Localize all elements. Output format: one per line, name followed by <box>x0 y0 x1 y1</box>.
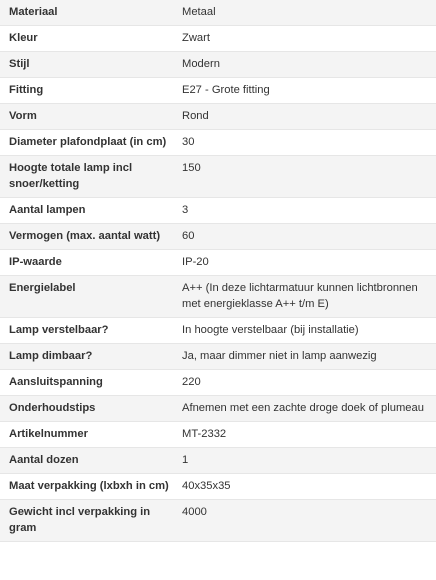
spec-row-maat-verpakking <box>0 474 436 500</box>
spec-row-aansluitspanning <box>0 370 436 396</box>
spec-value: 40x35x35 <box>182 480 231 492</box>
spec-label: Lamp verstelbaar? <box>9 324 109 336</box>
spec-value: Afnemen met een zachte droge doek of plumeau <box>182 402 424 414</box>
spec-label: Diameter plafondplaat (in cm) <box>9 136 167 148</box>
spec-value: E27 - Grote fitting <box>182 84 270 96</box>
spec-row-vermogen <box>0 224 436 250</box>
spec-value: 4000 <box>182 506 207 518</box>
spec-label: Stijl <box>9 58 30 70</box>
spec-label: Onderhoudstips <box>9 402 96 414</box>
spec-row-kleur <box>0 26 436 52</box>
spec-row-diameter-plafondplaat <box>0 130 436 156</box>
spec-label: IP-waarde <box>9 256 62 268</box>
spec-label: Hoogte totale lamp incl snoer/ketting <box>9 162 133 190</box>
spec-value: Ja, maar dimmer niet in lamp aanwezig <box>182 350 377 362</box>
spec-label: Aantal lampen <box>9 204 86 216</box>
spec-value: 30 <box>182 136 195 148</box>
spec-value: 60 <box>182 230 195 242</box>
spec-label: Gewicht incl verpakking in gram <box>9 506 151 534</box>
spec-label: Energielabel <box>9 282 76 294</box>
spec-label: Artikelnummer <box>9 428 88 440</box>
spec-row-artikelnummer <box>0 422 436 448</box>
spec-value: 3 <box>182 204 189 216</box>
spec-row-onderhoudstips <box>0 396 436 422</box>
spec-label: Vermogen (max. aantal watt) <box>9 230 161 242</box>
spec-label: Kleur <box>9 32 38 44</box>
spec-label: Aantal dozen <box>9 454 79 466</box>
spec-row-hoogte-totale-lamp <box>0 156 436 198</box>
spec-row-fitting <box>0 78 436 104</box>
spec-value: 1 <box>182 454 189 466</box>
spec-value: 220 <box>182 376 201 388</box>
spec-label: Materiaal <box>9 6 58 18</box>
spec-row-lamp-dimbaar <box>0 344 436 370</box>
spec-value: MT-2332 <box>182 428 227 440</box>
spec-row-stijl <box>0 52 436 78</box>
spec-row-aantal-lampen <box>0 198 436 224</box>
spec-row-materiaal <box>0 0 436 26</box>
spec-value: 150 <box>182 162 201 174</box>
spec-label: Lamp dimbaar? <box>9 350 93 362</box>
spec-value: Modern <box>182 58 220 70</box>
spec-value: Zwart <box>182 32 210 44</box>
spec-label: Maat verpakking (lxbxh in cm) <box>9 480 169 492</box>
spec-label: Aansluitspanning <box>9 376 103 388</box>
spec-label: Vorm <box>9 110 37 122</box>
spec-label: Fitting <box>9 84 44 96</box>
spec-row-aantal-dozen <box>0 448 436 474</box>
spec-row-vorm <box>0 104 436 130</box>
spec-value: Metaal <box>182 6 216 18</box>
spec-value: A++ (In deze lichtarmatuur kunnen lichtbronnen met energieklasse A++ t/m E) <box>182 282 418 310</box>
spec-value: Rond <box>182 110 209 122</box>
spec-value: In hoogte verstelbaar (bij installatie) <box>182 324 359 336</box>
spec-row-ip-waarde <box>0 250 436 276</box>
spec-row-lamp-verstelbaar <box>0 318 436 344</box>
spec-row-gewicht-incl-verpakking <box>0 500 436 542</box>
spec-value: IP-20 <box>182 256 209 268</box>
spec-row-energielabel <box>0 276 436 318</box>
